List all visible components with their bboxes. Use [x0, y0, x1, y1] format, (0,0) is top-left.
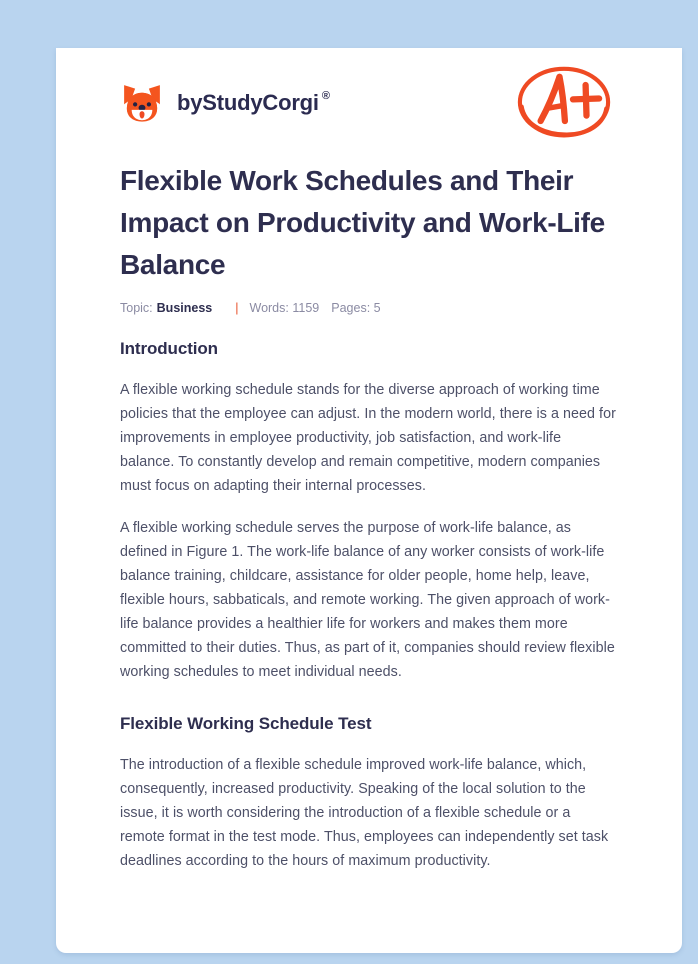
- document-sheet: [56, 48, 682, 953]
- document-meta: [120, 299, 618, 317]
- section-flexible-working-schedule-test: [120, 712, 618, 873]
- paragraph: The introduction of a flexible schedule improved work-life balance, which, consequently, increased productivity. Speaking of the local solution to the issue, it is worth considering the introduction of a flexible schedule or a remote format in the test mode. Thus, employees can independently set task deadlines according to the hours of maximum productivity.: [120, 757, 609, 869]
- brand-prefix: by: [177, 90, 203, 115]
- meta-words-label: Words:: [249, 301, 289, 315]
- meta-pages-label: Pages:: [331, 301, 371, 315]
- brand-wordmark: [177, 92, 330, 114]
- document-body: [120, 317, 618, 873]
- meta-separator: |: [235, 301, 239, 315]
- meta-topic-label: Topic:: [120, 301, 153, 315]
- a-plus-circle-icon: [510, 59, 618, 147]
- studycorgi-brand[interactable]: [120, 81, 330, 125]
- meta-topic: [120, 299, 212, 317]
- section-introduction: [120, 337, 618, 684]
- meta-pages: [331, 299, 380, 317]
- document-header: [120, 48, 618, 152]
- section-heading: Flexible Working Schedule Test: [120, 714, 372, 733]
- meta-pages-value: 5: [373, 301, 381, 315]
- meta-topic-value[interactable]: Business: [156, 301, 213, 315]
- meta-words-value: 1159: [292, 301, 320, 315]
- meta-words: [250, 299, 320, 317]
- registered-trademark-icon: ®: [321, 90, 330, 102]
- paragraph: A flexible working schedule stands for the diverse approach of working time policies that the employee can adjust. In the modern world, there is a need for improvements in employee productivity, job satisfaction, and work-life balance. To constantly develop and remain competitive, modern companies must focus on adapting their internal processes.: [120, 382, 616, 494]
- page-title: Flexible Work Schedules and Their Impact on Productivity and Work-Life Balance: [120, 165, 605, 280]
- paragraph: A flexible working schedule serves the purpose of work-life balance, as defined in Figure 1. The work-life balance of any worker consists of work-life balance training, childcare, assistance for older people, home help, leave, flexible hours, sabbaticals, and remote working. The given approach of work-life balance provides a healthier life for workers and makes them more committed to their duties. Thus, as part of it, companies should review flexible working schedules to meet individual needs.: [120, 520, 615, 680]
- section-heading: Introduction: [120, 339, 218, 358]
- brand-name: StudyCorgi: [202, 90, 319, 115]
- corgi-head-icon: [120, 81, 164, 125]
